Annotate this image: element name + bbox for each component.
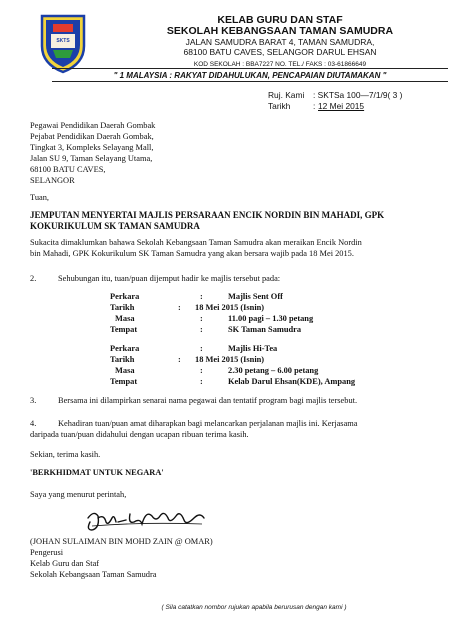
para-3-number: 3. [30,396,37,405]
subject-line-2: KOKURIKULUM SK TAMAN SAMUDRA [30,221,200,231]
event-2-label: Tempat [110,377,138,386]
salutation: Tuan, [30,193,50,202]
event-2-colon: : [200,344,203,353]
event-1-value: 18 Mei 2015 (Isnin) [195,303,265,312]
handwritten-signature [82,504,212,534]
recipient-line-1: Pegawai Pendidikan Daerah Gombak [30,121,156,130]
event-2-colon: : [200,366,203,375]
address-line-2: 68100 BATU CAVES, SELANGOR DARUL EHSAN [183,47,377,57]
date-label: Tarikh [268,101,291,111]
closing: Sekian, terima kasih. [30,450,101,459]
para-3-text: Bersama ini dilampirkan senarai nama pegawai dan tentatif program bagi majlis tersebut. [58,396,358,405]
slogan: 'BERKHIDMAT UNTUK NEGARA' [30,468,164,477]
recipient-line-5: 68100 BATU CAVES, [30,165,106,174]
event-2-colon: : [178,355,181,364]
signer-title-3: Sekolah Kebangsaan Taman Samudra [30,570,157,579]
header-divider [52,68,448,69]
date-value: 12 Mei 2015 [318,101,365,111]
reference-value: : SKTSa 100—7/1/9( 3 ) [313,90,403,100]
event-1-value: 11.00 pagi – 1.30 petang [228,314,314,323]
club-name: KELAB GURU DAN STAF [217,14,343,26]
intro-line-1: Sukacita dimaklumkan bahawa Sekolah Kebangsaan Taman Samudra akan meraikan Encik Nordin [30,238,362,247]
signer-title-2: Kelab Guru dan Staf [30,559,100,568]
date-colon: : [313,101,316,111]
reference-label: Ruj. Kami [268,90,305,100]
recipient-line-3: Tingkat 3, Kompleks Selayang Mall, [30,143,154,152]
para-2-number: 2. [30,274,37,283]
para-2-text: Sehubungan itu, tuan/puan dijemput hadir ke majlis tersebut pada: [58,274,281,283]
sign-off: Saya yang menurut perintah, [30,490,127,499]
event-1-value: SK Taman Samudra [228,325,302,334]
event-2-value: 18 Mei 2015 (Isnin) [195,355,265,364]
motto-divider [52,81,448,82]
svg-text:SKTS: SKTS [56,38,70,44]
event-2-label: Tarikh [110,355,135,364]
school-name: SEKOLAH KEBANGSAAN TAMAN SAMUDRA [166,25,394,37]
event-1-label: Tempat [110,325,138,334]
recipient-line-2: Pejabat Pendidikan Daerah Gombak, [30,132,154,141]
event-1-value: Majlis Sent Off [228,292,283,301]
para-4-line-2: daripada tuan/puan didahului dengan ucapan ribuan terima kasih. [30,430,249,439]
para-4-line-1: Kehadiran tuan/puan amat diharapkan bagi melancarkan perjalanan majlis ini. Kerjasama [58,419,358,428]
event-1-colon: : [200,314,203,323]
event-1-colon: : [200,292,203,301]
event-1-label: Tarikh [110,303,135,312]
event-2-colon: : [200,377,203,386]
event-2-value: 2.30 petang – 6.00 petang [228,366,319,375]
event-2-label: Masa [115,366,135,375]
contact-line: KOD SEKOLAH : BBA7227 NO. TEL./ FAKS : 03-61866649 [193,61,367,68]
event-2-value: Majlis Hi-Tea [228,344,278,353]
event-1-label: Masa [115,314,135,323]
footer-note: ( Sila catatkan nombor rujukan apabila berurusan dengan kami ) [161,604,347,611]
motto: " 1 MALAYSIA : RAKYAT DIDAHULUKAN, PENCAPAIAN DIUTAMAKAN " [113,71,387,80]
event-1-colon: : [200,325,203,334]
address-line-1: JALAN SAMUDRA BARAT 4, TAMAN SAMUDRA, [185,37,375,47]
para-4-number: 4. [30,419,37,428]
signer-title-1: Pengerusi [30,548,64,557]
event-2-value: Kelab Darul Ehsan(KDE), Ampang [228,377,356,386]
event-2-label: Perkara [110,344,140,353]
event-1-colon: : [178,303,181,312]
school-crest-logo [38,12,88,74]
event-1-label: Perkara [110,292,140,301]
recipient-line-6: SELANGOR [30,176,75,185]
subject-line-1: JEMPUTAN MENYERTAI MAJLIS PERSARAAN ENCIK NORDIN BIN MAHADI, GPK [30,210,385,220]
signer-name: (JOHAN SULAIMAN BIN MOHD ZAIN @ OMAR) [30,537,213,546]
recipient-line-4: Jalan SU 9, Taman Selayang Utama, [30,154,153,163]
intro-line-2: bin Mahadi, GPK Kokurikulum SK Taman Samudra yang akan bersara wajib pada 18 Mei 2015. [30,249,354,258]
